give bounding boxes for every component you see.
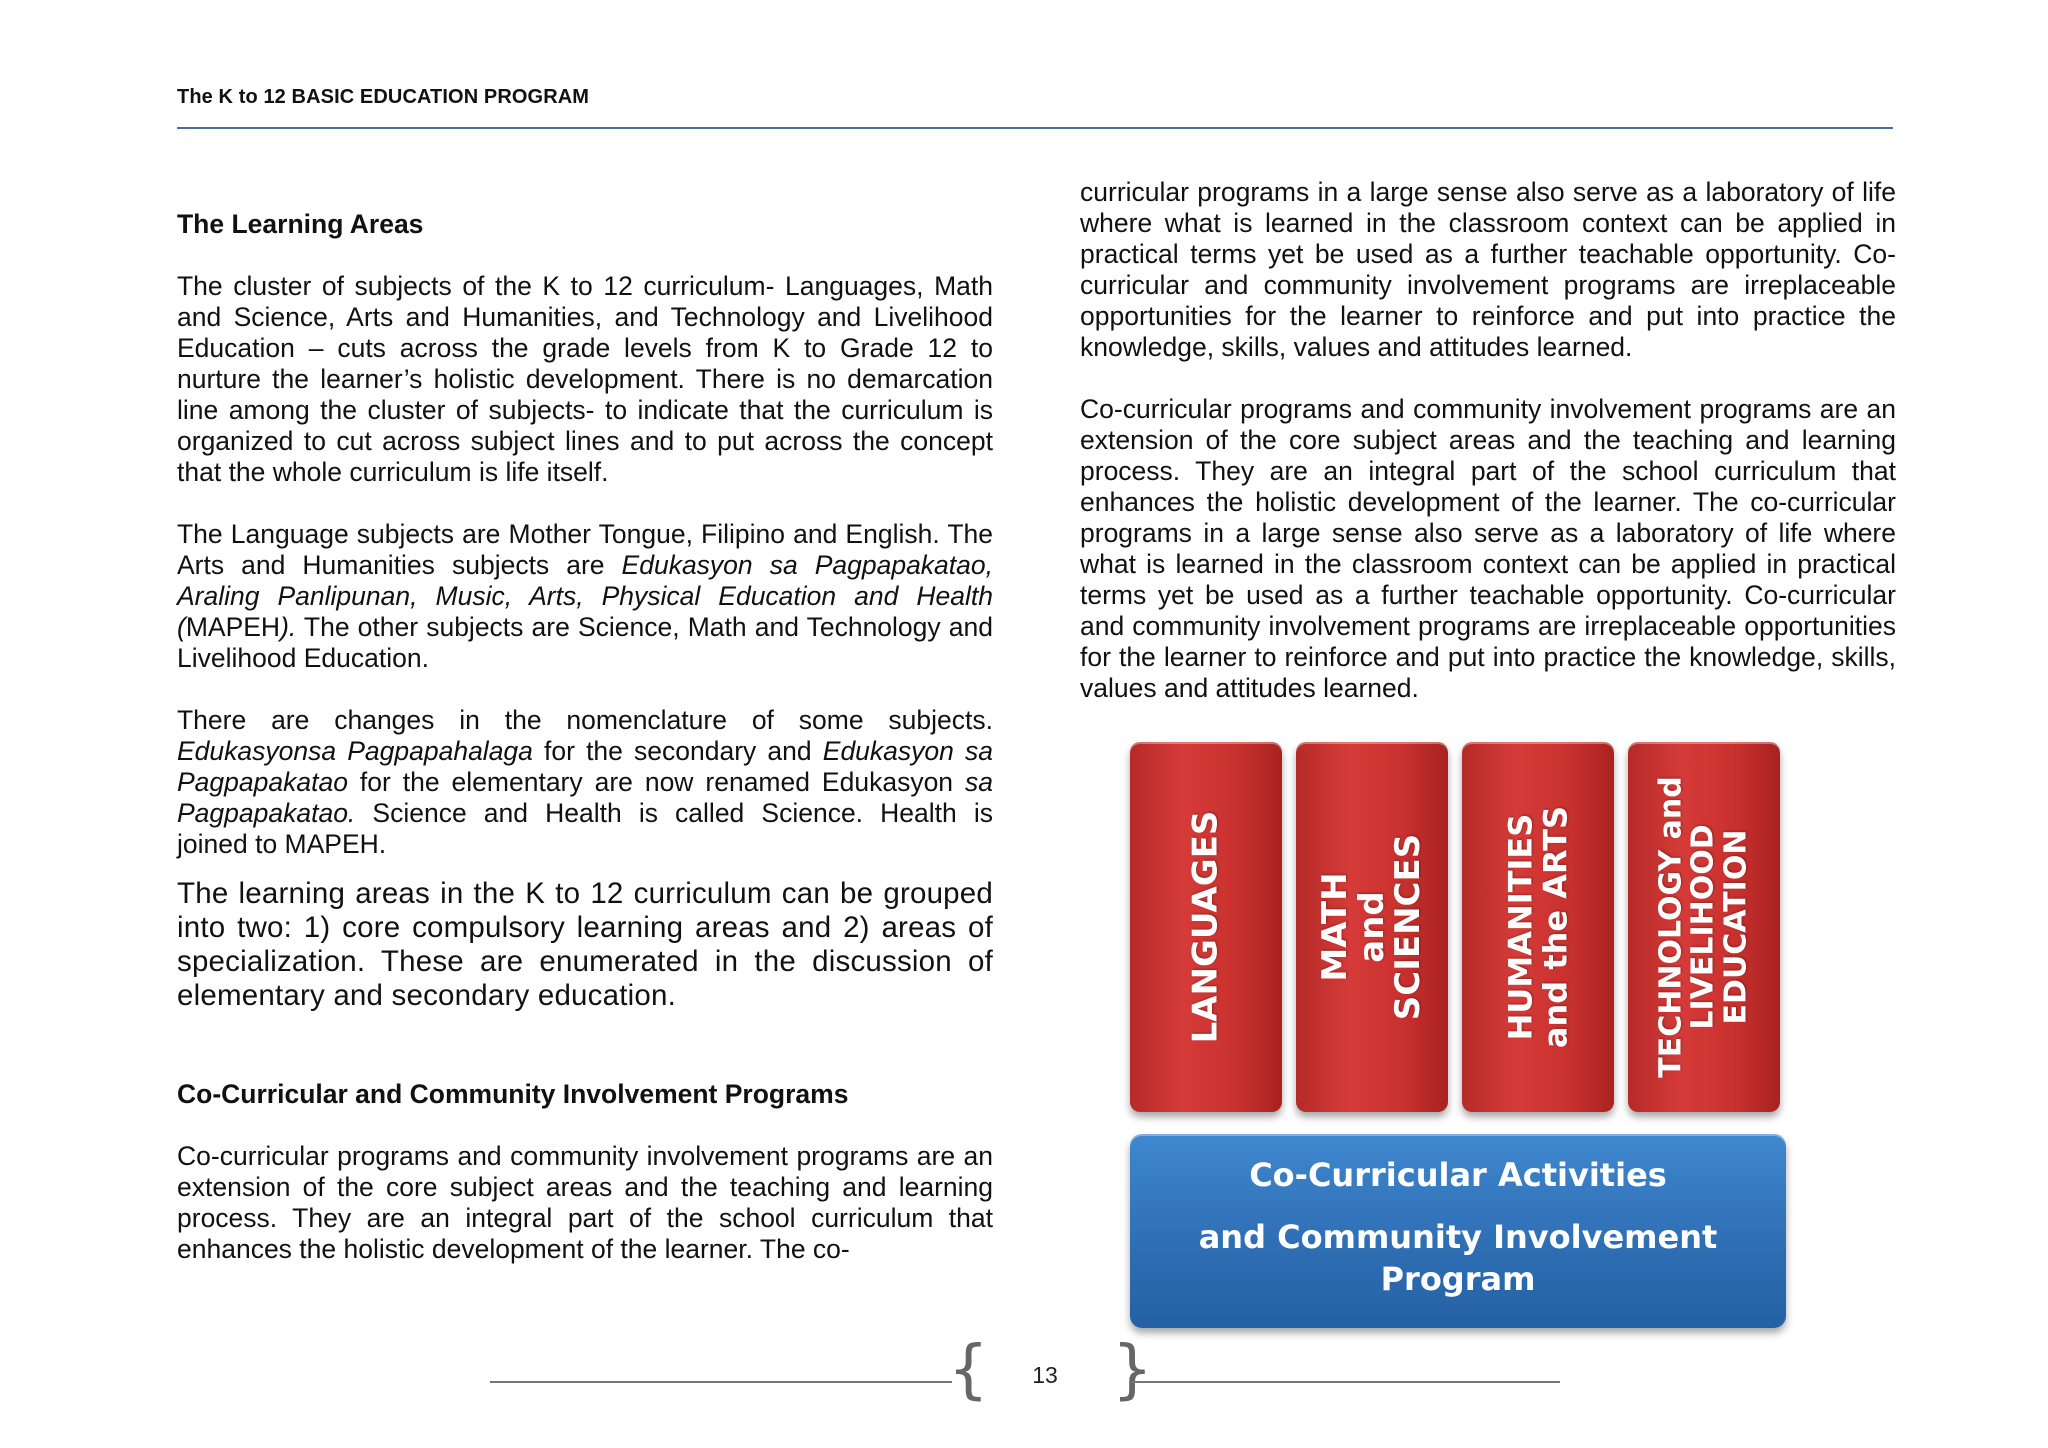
learning-areas-paragraph-2: The Language subjects are Mother Tongue, Filipino and English. The Arts and Humanities subjects are Edukasyon sa Pagpapakatao, Araling Panlipunan, Music, Arts, Physical Education and Health (MAPEH). The other subjects are Science, Math and Technology and Livelihood Education. <box>177 519 993 673</box>
pillar-languages <box>1130 742 1282 1112</box>
pillar-label: LANGUAGES <box>1185 810 1226 1044</box>
footer-rule-right <box>1132 1381 1560 1383</box>
left-brace-icon: { <box>948 1333 989 1407</box>
base-subtitle: and Community Involvement Program <box>1198 1218 1718 1298</box>
learning-areas-paragraph-3: There are changes in the nomenclature of some subjects. Edukasyonsa Pagpapahalaga for the secondary and Edukasyon sa Pagpapakatao for the elementary are now renamed Edukasyon sa Pagpapakatao. Science and Health is called Science. Health is joined to MAPEH. <box>177 705 993 859</box>
pillar-label: HUMANITIES and the ARTS <box>1501 805 1574 1049</box>
pillar-label: MATH and SCIENCES <box>1314 833 1429 1021</box>
learning-areas-paragraph-1: The cluster of subjects of the K to 12 curriculum- Languages, Math and Science, Arts and Humanities, and Technology and Livelihood Education – cuts across the grade levels from K to Grade 12 to nurture the learner’s holistic development. There is no demarcation line among the cluster of subjects- to indicate that the curriculum is organized to cut across subject lines and to put across the concept that the whole curriculum is life itself. <box>177 271 993 487</box>
learning-areas-diagram <box>1130 742 1790 1328</box>
learning-areas-paragraph-4: The learning areas in the K to 12 curriculum can be grouped into two: 1) core compulsory learning areas and 2) areas of specialization. These are enumerated in the discussion of elementary and secondary education. <box>177 877 993 1012</box>
cocurricular-heading: Co-Curricular and Community Involvement Programs <box>177 1079 849 1109</box>
continued-paragraph: curricular programs in a large sense also serve as a laboratory of life where what is learned in the classroom context can be applied in practical terms yet be used as a further teachable opportunity. Co-curricular and community involvement programs are irreplaceable opportunities for the learner to reinforce and put into practice the knowledge, skills, values and attitudes learned. <box>1080 177 1896 362</box>
cocurricular-paragraph: Co-curricular programs and community involvement programs are an extension of the core subject areas and the teaching and learning process. They are an integral part of the school curriculum that enhances the holistic development of the learner. The co- <box>177 1141 993 1264</box>
learning-areas-heading: The Learning Areas <box>177 209 424 239</box>
pillar-label: TECHNOLOGY and LIVELIHOOD EDUCATION <box>1653 776 1754 1078</box>
pillar-technology-livelihood <box>1628 742 1780 1112</box>
page-number: 13 <box>1032 1362 1058 1388</box>
header-rule <box>177 127 1893 129</box>
footer-rule-left <box>490 1381 952 1383</box>
right-column <box>1080 177 1896 704</box>
right-brace-icon: } <box>1112 1333 1153 1407</box>
pillar-math-sciences <box>1296 742 1448 1112</box>
running-header: The K to 12 BASIC EDUCATION PROGRAM <box>177 86 590 108</box>
base-title: Co-Curricular Activities <box>1249 1156 1667 1194</box>
pillar-humanities-arts <box>1462 742 1614 1112</box>
left-column <box>177 209 993 1265</box>
cocurricular-base-block <box>1130 1134 1786 1328</box>
cocurricular-paragraph-repeat: Co-curricular programs and community involvement programs are an extension of the core subject areas and the teaching and learning process. They are an integral part of the school curriculum that enhances the holistic development of the learner. The co-curricular programs in a large sense also serve as a laboratory of life where what is learned in the classroom context can be applied in practical terms yet be used as a further teachable opportunity. Co-curricular and community involvement programs are irreplaceable opportunities for the learner to reinforce and put into practice the knowledge, skills, values and attitudes learned. <box>1080 394 1896 703</box>
